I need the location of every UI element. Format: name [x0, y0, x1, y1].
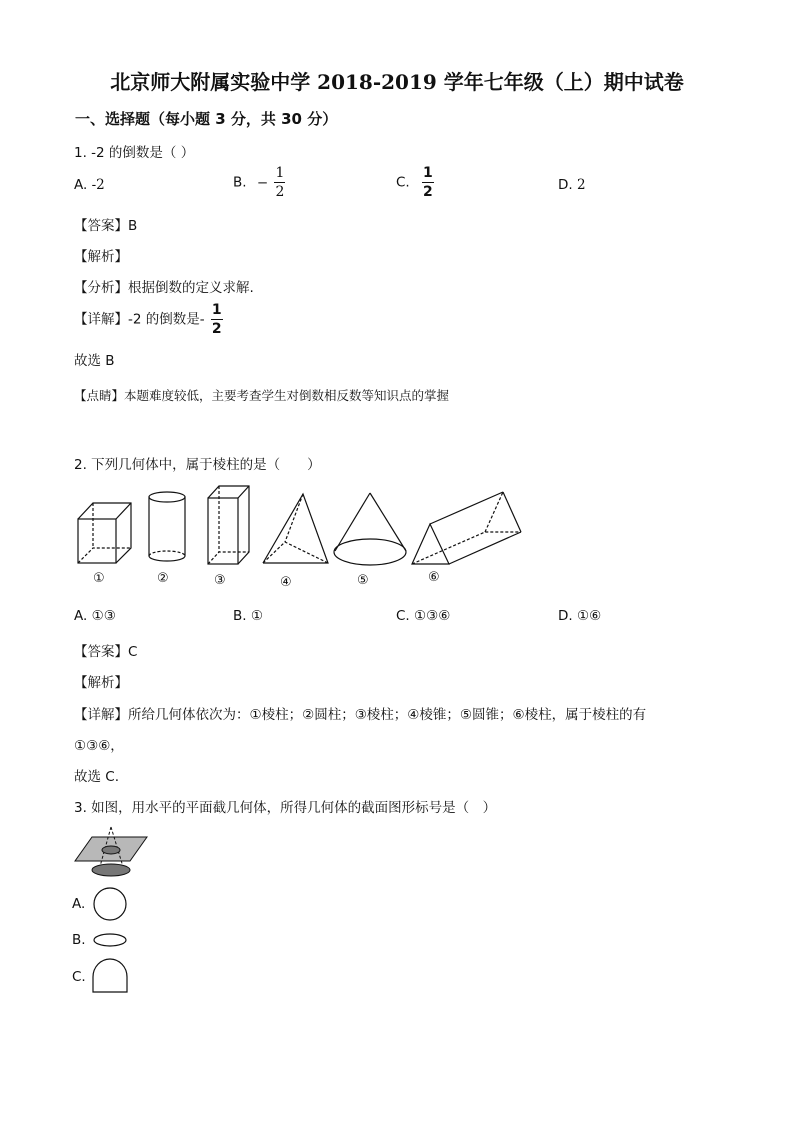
option-label: D.	[558, 608, 573, 624]
figure-label-1: ①	[93, 571, 105, 586]
q1-stem: 1. -2 的倒数是（ ）	[74, 145, 195, 161]
q2-stem: 2. 下列几何体中，属于棱柱的是（ ）	[74, 457, 321, 473]
section-heading: 一、选择题（每小题 3 分，共 30 分）	[75, 110, 338, 128]
q2-answer: 【答案】C	[74, 644, 138, 660]
minus-sign: −	[256, 174, 269, 191]
q2-detail-line-1: 【详解】所给几何体依次为：①棱柱；②圆柱；③棱柱；④棱锥；⑤圆锥；⑥棱柱，属于棱柱的有	[74, 707, 647, 723]
option-value: 2	[576, 177, 586, 193]
q2-conclusion: 故选 C.	[74, 769, 120, 785]
figure-label-2: ②	[157, 571, 169, 586]
option-label: B.	[233, 174, 247, 191]
fraction-numerator: 1	[423, 165, 433, 181]
ellipse-icon	[94, 934, 126, 946]
option-value: ①③⑥	[414, 608, 451, 624]
option-label: A.	[72, 896, 86, 912]
option-value: -2	[91, 177, 105, 193]
option-value: ①⑥	[576, 608, 602, 624]
q1-conclusion: 故选 B	[74, 353, 115, 369]
option-label: B.	[233, 608, 247, 624]
q2-detail-line-2: ①③⑥，	[74, 738, 124, 754]
option-value: ①③	[91, 608, 116, 624]
option-label: B.	[72, 932, 86, 948]
circle-icon	[94, 888, 126, 920]
q1-analysis-text: 【分析】根据倒数的定义求解.	[74, 280, 254, 296]
q1-analysis-heading: 【解析】	[74, 249, 128, 265]
option-label: C.	[396, 608, 410, 624]
figure-label-4: ④	[280, 575, 292, 590]
option-label: D.	[558, 177, 573, 193]
figure-label-6: ⑥	[428, 570, 440, 585]
fraction-denominator: 2	[211, 321, 222, 337]
q2-analysis-heading: 【解析】	[74, 675, 128, 691]
q3-stem: 3. 如图，用水平的平面截几何体，所得几何体的截面图形标号是（ ）	[74, 800, 497, 816]
arch-icon	[93, 959, 127, 992]
option-value: ①	[250, 608, 263, 624]
figure-label-3: ③	[214, 573, 226, 588]
detail-text: 【详解】-2 的倒数是-	[74, 311, 205, 328]
option-label: C.	[72, 969, 86, 985]
fraction-denominator: 2	[275, 184, 285, 200]
option-label: A.	[74, 177, 88, 193]
figure-label-5: ⑤	[357, 573, 369, 588]
page-title: 北京师大附属实验中学 2018-2019 学年七年级（上）期中试卷	[110, 70, 684, 94]
q1-comment: 【点睛】本题难度较低，主要考查学生对倒数相反数等知识点的掌握	[74, 388, 450, 403]
option-label: C.	[396, 174, 410, 191]
fraction-denominator: 2	[423, 184, 433, 200]
fraction-numerator: 1	[275, 165, 285, 181]
fraction-numerator: 1	[211, 302, 222, 318]
q1-answer: 【答案】B	[74, 218, 138, 234]
option-label: A.	[74, 608, 88, 624]
